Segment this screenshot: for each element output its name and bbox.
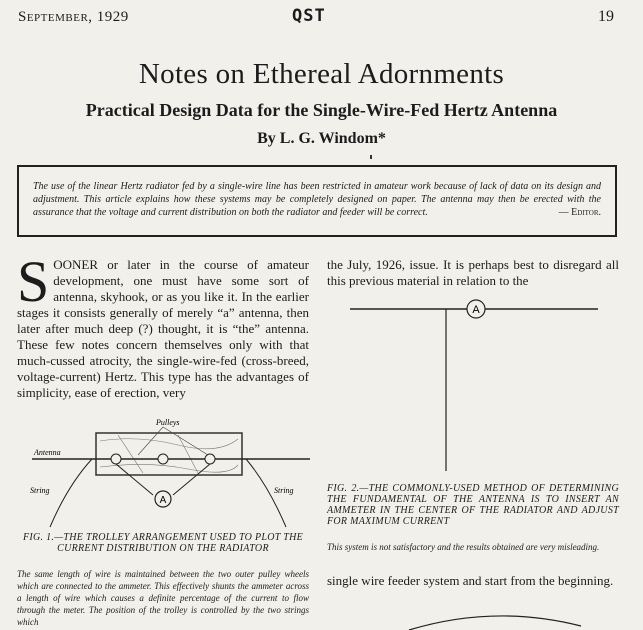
meter-lead-right bbox=[173, 464, 210, 495]
right-column-text: the July, 1926, issue. It is perhaps best to disregard all this previous material in relation to the bbox=[327, 257, 619, 288]
right-column-continued: single wire feeder system and start from the beginning. bbox=[327, 573, 614, 588]
string-left bbox=[50, 459, 92, 527]
article-title: Notes on Ethereal Adornments bbox=[138, 58, 505, 90]
pulleys-label: Pulleys bbox=[156, 418, 180, 427]
figure-3-partial-diagram bbox=[405, 608, 585, 630]
abstract-text: The use of the linear Hertz radiator fed by a single-wire line has been restricted in amateur work because of lack of data on its design and adjustment. This article explains how these systems may be completely designed on paper. The antenna may then be erected with the assurance that the voltage and current distribution on both the radiator and feeder will be correct. bbox=[33, 181, 601, 218]
pulley-right bbox=[205, 454, 215, 464]
ammeter-label: A bbox=[472, 304, 480, 316]
antenna-label: Antenna bbox=[34, 448, 61, 457]
partial-arc bbox=[409, 616, 581, 630]
editor-signature: — Editor. bbox=[558, 207, 601, 218]
drop-cap: S bbox=[17, 249, 50, 314]
issue-date: September, 1929 bbox=[18, 9, 129, 25]
figure-2-caption-text: This system is not satisfactory and the results obtained are very misleading. bbox=[327, 542, 600, 552]
ammeter-label: A bbox=[159, 495, 167, 506]
figure-1-trolley-diagram bbox=[28, 415, 314, 530]
pulley-left bbox=[111, 454, 121, 464]
pulley-leader bbox=[163, 427, 208, 455]
string-left-label: String bbox=[30, 486, 50, 495]
string-right-label: String bbox=[274, 486, 294, 495]
left-column-text bbox=[17, 249, 309, 401]
meter-lead-left bbox=[116, 464, 153, 495]
pulley-center bbox=[158, 454, 168, 464]
figure-2-caption-title: FIG. 2.—THE COMMONLY-USED METHOD OF DETERMINING THE FUNDAMENTAL OF THE ANTENNA IS TO INSERT AN AMMETER IN THE CENTER OF THE RADIATOR AND ADJUST FOR MAXIMUM CURRENT bbox=[327, 483, 619, 527]
figure-2-ammeter-diagram bbox=[340, 295, 610, 475]
article-subtitle: Practical Design Data for the Single-Wire-Fed Hertz Antenna bbox=[85, 100, 558, 120]
article-byline: By L. G. Windom* bbox=[257, 130, 386, 147]
editor-abstract-box bbox=[17, 165, 617, 237]
page-number: 19 bbox=[598, 8, 614, 25]
left-column-body: OONER or later in the course of amateur development, one must have some sort of antenna, skyhook, or as you like it. In the earlier stages it consists generally of merely “a” antenna, then later after much deep (?) thought, it is “the” antenna. These few notes concern themselves only with that much-cussed atrocity, the single-wire-fed (cross-breed, voltage-current) Hertz. This type has the advantages of simplicity, ease of erection, very bbox=[17, 257, 309, 400]
figure-1-caption-text: The same length of wire is maintained between the two outer pulley wheels which are connected to the ammeter. This effectively shunts the ammeter across a length of wire which causes a definite percentage of the current to flow through the meter. The position of the trolley is controlled by the two strings which bbox=[17, 569, 309, 627]
magazine-name: QST bbox=[292, 6, 326, 26]
divider-mark bbox=[370, 155, 372, 159]
figure-1-caption-title: FIG. 1.—THE TROLLEY ARRANGEMENT USED TO PLOT THE CURRENT DISTRIBUTION ON THE RADIATOR bbox=[22, 532, 304, 554]
